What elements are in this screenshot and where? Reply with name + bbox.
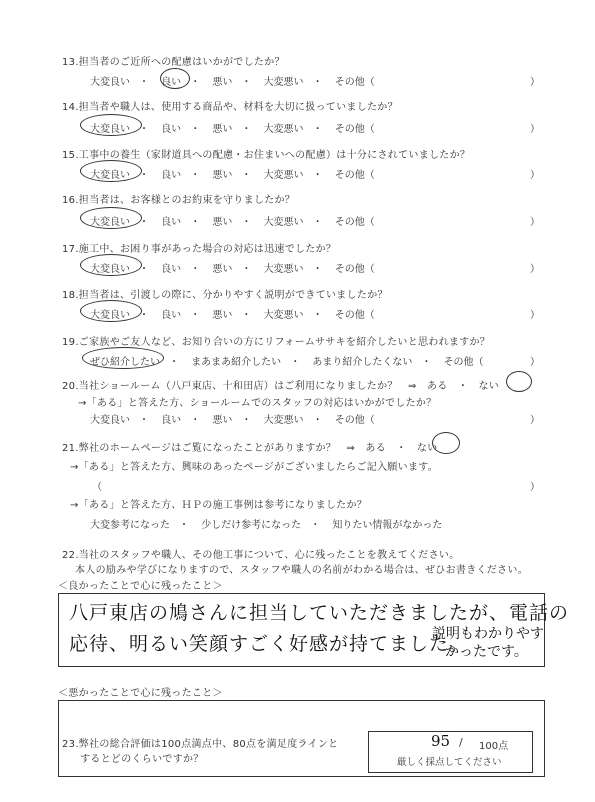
bad-comment-label: ＜悪かったことで心に残ったこと＞ (58, 688, 223, 699)
option-bad[interactable]: 悪い (212, 310, 233, 321)
options-14: 大変良い ・ 良い ・ 悪い ・ 大変悪い ・ その他（ (90, 120, 375, 135)
question-21-sub1: →「ある」と答えた方、興味のあったページがございましたらご記入願います。 (70, 462, 439, 473)
answer-circle (80, 254, 142, 276)
score-max: 100点 (479, 741, 509, 752)
options-13: 大変良い ・ 良い ・ 悪い ・ 大変悪い ・ その他（ (90, 73, 375, 88)
paren-open: （ (92, 482, 102, 493)
option-very-good[interactable]: 大変良い (90, 217, 130, 228)
option-very-bad[interactable]: 大変悪い (263, 415, 304, 426)
paren-close: ） (530, 77, 540, 88)
option-very-good[interactable]: 大変良い (90, 77, 130, 88)
option-good[interactable]: 良い (161, 264, 182, 275)
option-very-bad[interactable]: 大変悪い (263, 77, 304, 88)
option-somewhat-recommend[interactable]: まあまあ紹介したい (191, 357, 282, 368)
option-other[interactable]: その他（ (334, 264, 375, 275)
option-good[interactable]: 良い (161, 310, 182, 321)
options-21: 大変参考になった ・ 少しだけ参考になった ・ 知りたい情報がなかった (90, 516, 442, 531)
paren-close: ） (530, 415, 540, 426)
option-slightly-helpful[interactable]: 少しだけ参考になった (201, 520, 302, 531)
option-good[interactable]: 良い (161, 124, 182, 135)
paren-close: ） (530, 217, 540, 228)
question-22: 22.当社のスタッフや職人、その他工事について、心に残ったことを教えてください。 (62, 550, 460, 561)
score-note: 厳しく採点してください (397, 757, 502, 768)
option-very-bad[interactable]: 大変悪い (263, 310, 304, 321)
answer-circle (80, 114, 142, 136)
option-good[interactable]: 良い (161, 217, 182, 228)
option-very-bad[interactable]: 大変悪い (263, 264, 304, 275)
option-good[interactable]: 良い (161, 170, 182, 181)
option-very-good[interactable]: 大変良い (90, 170, 130, 181)
question-18: 18.担当者は、引渡しの際に、分かりやすく説明ができていましたか？ (62, 290, 388, 301)
question-22-note: 本人の励みや学びになりますので、スタッフや職人の名前がわかる場合は、ぜひお書きください。 (75, 565, 528, 576)
option-definitely-recommend[interactable]: ぜひ紹介したい (90, 357, 160, 368)
options-19: ぜひ紹介したい ・ まあまあ紹介したい ・ あまり紹介したくない ・ その他（ (90, 353, 484, 368)
paren-close: ） (530, 170, 540, 181)
answer-circle (506, 371, 532, 392)
option-very-good[interactable]: 大変良い (90, 415, 130, 426)
paren-close: ） (530, 264, 540, 275)
option-not-really-recommend[interactable]: あまり紹介したくない (312, 357, 413, 368)
option-bad[interactable]: 悪い (212, 217, 233, 228)
option-other[interactable]: その他（ (334, 124, 375, 135)
option-very-bad[interactable]: 大変悪い (263, 217, 304, 228)
option-very-bad[interactable]: 大変悪い (263, 170, 304, 181)
paren-close: ） (530, 357, 540, 368)
question-23-line2: するとどのくらいですか？ (80, 754, 204, 765)
options-18: 大変良い ・ 良い ・ 悪い ・ 大変悪い ・ その他（ (90, 306, 375, 321)
paren-close: ） (530, 124, 540, 135)
score-value: 95 (431, 732, 451, 750)
score-slash: / (459, 736, 463, 749)
options-20: 大変良い ・ 良い ・ 悪い ・ 大変悪い ・ その他（ (90, 411, 375, 426)
option-other[interactable]: その他（ (334, 170, 375, 181)
option-other[interactable]: その他（ (443, 357, 484, 368)
options-15: 大変良い ・ 良い ・ 悪い ・ 大変悪い ・ その他（ (90, 166, 375, 181)
answer-circle (82, 347, 164, 369)
question-23-line1: 23.弊社の総合評価は100点満点中、80点を満足度ラインと (62, 739, 339, 750)
answer-circle (160, 68, 190, 89)
option-bad[interactable]: 悪い (212, 415, 233, 426)
good-comment-extra2: かったです。 (445, 644, 528, 660)
option-very-good[interactable]: 大変良い (90, 310, 130, 321)
option-very-bad[interactable]: 大変悪い (263, 124, 304, 135)
option-no-info[interactable]: 知りたい情報がなかった (332, 520, 443, 531)
good-comment-box[interactable] (58, 593, 570, 667)
option-bad[interactable]: 悪い (212, 264, 233, 275)
question-13: 13.担当者のご近所への配慮はいかがでしたか？ (62, 57, 285, 68)
option-other[interactable]: その他（ (334, 310, 375, 321)
option-good[interactable]: 良い (161, 77, 182, 88)
question-21: 21.弊社のホームページはご覧になったことがありますか？ ⇒ ある ・ ない (62, 443, 438, 454)
question-20: 20.当社ショールーム（八戸東店、十和田店）はご利用になりましたか？ ⇒ ある ・ ない (62, 381, 500, 392)
good-comment-line2: 応待、明るい笑顔すごく好感が持てました。 (69, 633, 470, 655)
good-comment-label: ＜良かったことで心に残ったこと＞ (58, 581, 223, 592)
option-good[interactable]: 良い (161, 415, 182, 426)
answer-circle (80, 300, 142, 322)
option-other[interactable]: その他（ (334, 217, 375, 228)
question-17: 17.施工中、お困り事があった場合の対応は迅速でしたか？ (62, 244, 337, 255)
option-bad[interactable]: 悪い (212, 77, 233, 88)
options-16: 大変良い ・ 良い ・ 悪い ・ 大変悪い ・ その他（ (90, 213, 375, 228)
option-very-good[interactable]: 大変良い (90, 124, 130, 135)
option-other[interactable]: その他（ (334, 415, 375, 426)
answer-circle (80, 207, 142, 229)
question-15: 15.工事中の養生（家財道具への配慮・お住まいへの配慮）は十分にされていましたか？ (62, 150, 471, 161)
question-16: 16.担当者は、お客様とのお約束を守りましたか？ (62, 195, 296, 206)
options-17: 大変良い ・ 良い ・ 悪い ・ 大変悪い ・ その他（ (90, 260, 375, 275)
answer-circle (432, 432, 460, 454)
option-bad[interactable]: 悪い (212, 124, 233, 135)
option-very-helpful[interactable]: 大変参考になった (90, 520, 170, 531)
good-comment-extra1: 説明もわかりやす (432, 626, 544, 642)
option-bad[interactable]: 悪い (212, 170, 233, 181)
paren-close: ） (530, 482, 540, 493)
paren-close: ） (530, 310, 540, 321)
question-14: 14.担当者や職人は、使用する商品や、材料を大切に扱っていましたか？ (62, 102, 398, 113)
score-box[interactable] (368, 731, 533, 773)
question-19: 19.ご家族やご友人など、お知り合いの方にリフォームササキを紹介したいと思われますか？ (62, 337, 491, 348)
good-comment-line1: 八戸東店の鳩さんに担当していただきましたが、電話の (69, 602, 570, 624)
option-very-good[interactable]: 大変良い (90, 264, 130, 275)
question-21-sub2: →「ある」と答えた方、ＨＰの施工事例は参考になりましたか？ (70, 500, 368, 511)
answer-circle (80, 160, 142, 182)
option-other[interactable]: その他（ (334, 77, 375, 88)
question-20-sub: →「ある」と答えた方、ショールームでのスタッフの対応はいかがでしたか？ (78, 398, 437, 409)
